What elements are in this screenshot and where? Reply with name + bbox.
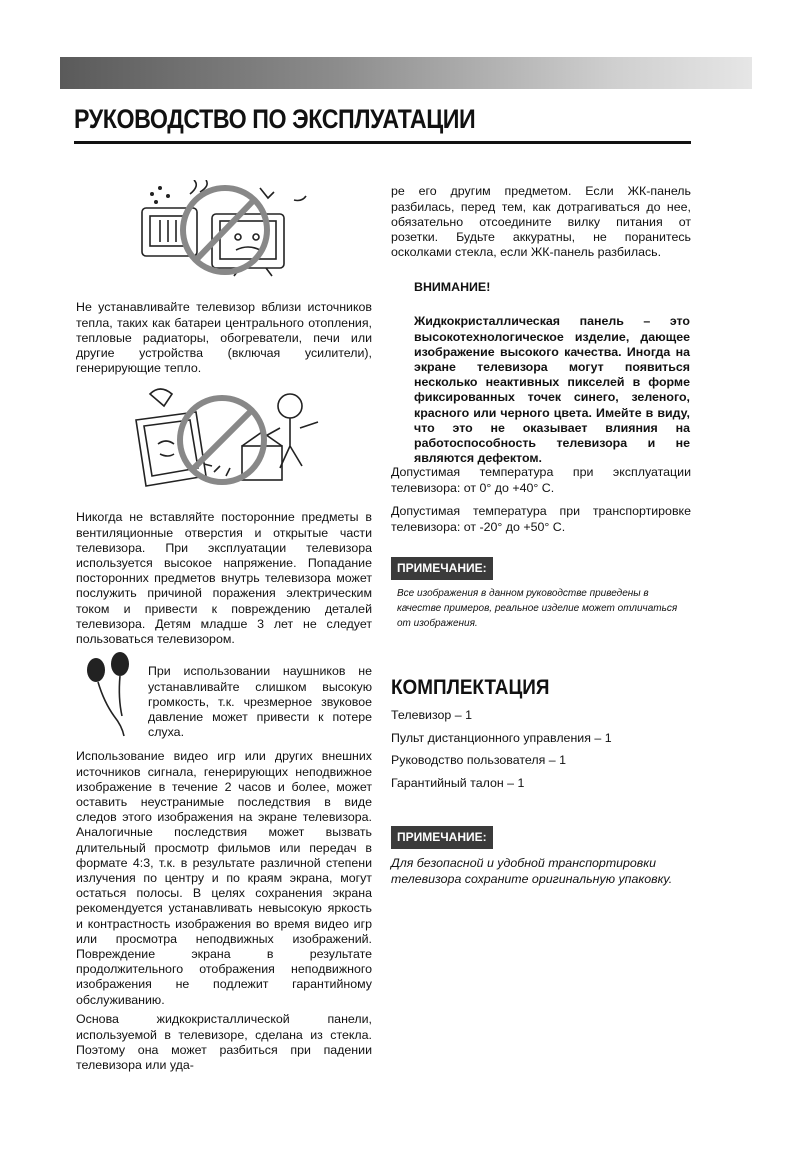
operating-temperature: Допустимая температура при эксплуатации телевизора: от 0° до +40° С. [391,465,691,495]
heat-sources-warning: Не устанавливайте телевизор вблизи источников тепла, таких как батареи центрального отопления, тепловые радиаторы, обогреватели, печи или другие устройства (включая усилители), генерирующие тепло. [76,300,372,376]
note-badge-2: ПРИМЕЧАНИЕ: [391,826,493,849]
title-underline [74,141,691,144]
attention-heading: ВНИМАНИЕ! [414,280,491,294]
note-text-1: Все изображения в данном руководстве приведены в качестве примеров, реальное изделие может отличаться от изображения. [397,588,678,629]
broken-panel-instructions: ре его другим предметом. Если ЖК-панель разбилась, перед тем, как дотрагиваться до нее, обязательно отсоедините вилку питания от розетки. Будьте аккуратны, не поранитесь осколками стекла, если ЖК-панель разбилась. [391,184,691,260]
headphones-illustration [80,652,146,738]
list-item: Телевизор – 1 [391,708,472,722]
foreign-objects-illustration [130,384,330,490]
transport-temperature: Допустимая температура при транспортировке телевизора: от -20° до +50° С. [391,504,691,534]
list-item: Пульт дистанционного управления – 1 [391,730,612,745]
note-badge-1: ПРИМЕЧАНИЕ: [391,557,493,580]
package-contents-heading: КОМПЛЕКТАЦИЯ [391,676,550,699]
page-title: РУКОВОДСТВО ПО ЭКСПЛУАТАЦИИ [74,104,476,134]
header-gradient-bar [60,57,752,89]
static-image-warning: Использование видео игр или других внешних источников сигнала, генерирующих неподвижное изображение в течение 2 часов и более, может оставить неустранимые последствия в виде следов этого изображения на экране телевизора. Аналогичные последствия может вызвать длительный просмотр фильмов или передач в формате 4:3, т.к. в результате различной степени излучения по центру и по краям экрана, могут остаться полосы. В целях сохранения экрана рекомендуется устанавливать невысокую яркость и контрастность изображения во время видео игр или просмотра неподвижных изображений. Повреждение экрана в результате продолжительного отображения неподвижного изображения не подлежит гарантийному обслуживанию. [76,749,372,1007]
foreign-objects-warning: Никогда не вставляйте посторонние предметы в вентиляционные отверстия и открытые части телевизора. При эксплуатации телевизора используется высокое напряжение. Попадание посторонних предметов внутрь телевизора может послужить причиной поражения электрическим током и привести к повреждению деталей телевизора. Детям младше 3 лет не следует пользоваться телевизором. [76,510,372,647]
heater-warning-illustration [130,180,320,280]
list-item: Руководство пользователя – 1 [391,753,566,767]
list-item: Гарантийный талон – 1 [391,775,525,790]
headphones-volume-warning: При использовании наушников не устанавливайте слишком высокую громкость, т.к. чрезмерное звуковое давление может привести к потере слуха. [148,664,372,740]
glass-panel-warning: Основа жидкокристаллической панели, используемой в телевизоре, сделана из стекла. Поэтому она может разбиться при падении телевизора или уда- [76,1012,372,1072]
note-text-2: Для безопасной и удобной транспортировки телевизора сохраните оригинальную упаковку. [391,856,673,886]
package-contents-list [391,708,612,798]
attention-text: Жидкокристаллическая панель – это высокотехнологическое изделие, дающее изображение высокого качества. Иногда на экране телевизора могут появиться несколько неактивных пикселей в форме фиксированных точек синего, зеленого, красного или черного цвета. Имейте в виду, что это не оказывает влияния на работоспособность телевизора и не являются дефектом. [414,314,690,466]
